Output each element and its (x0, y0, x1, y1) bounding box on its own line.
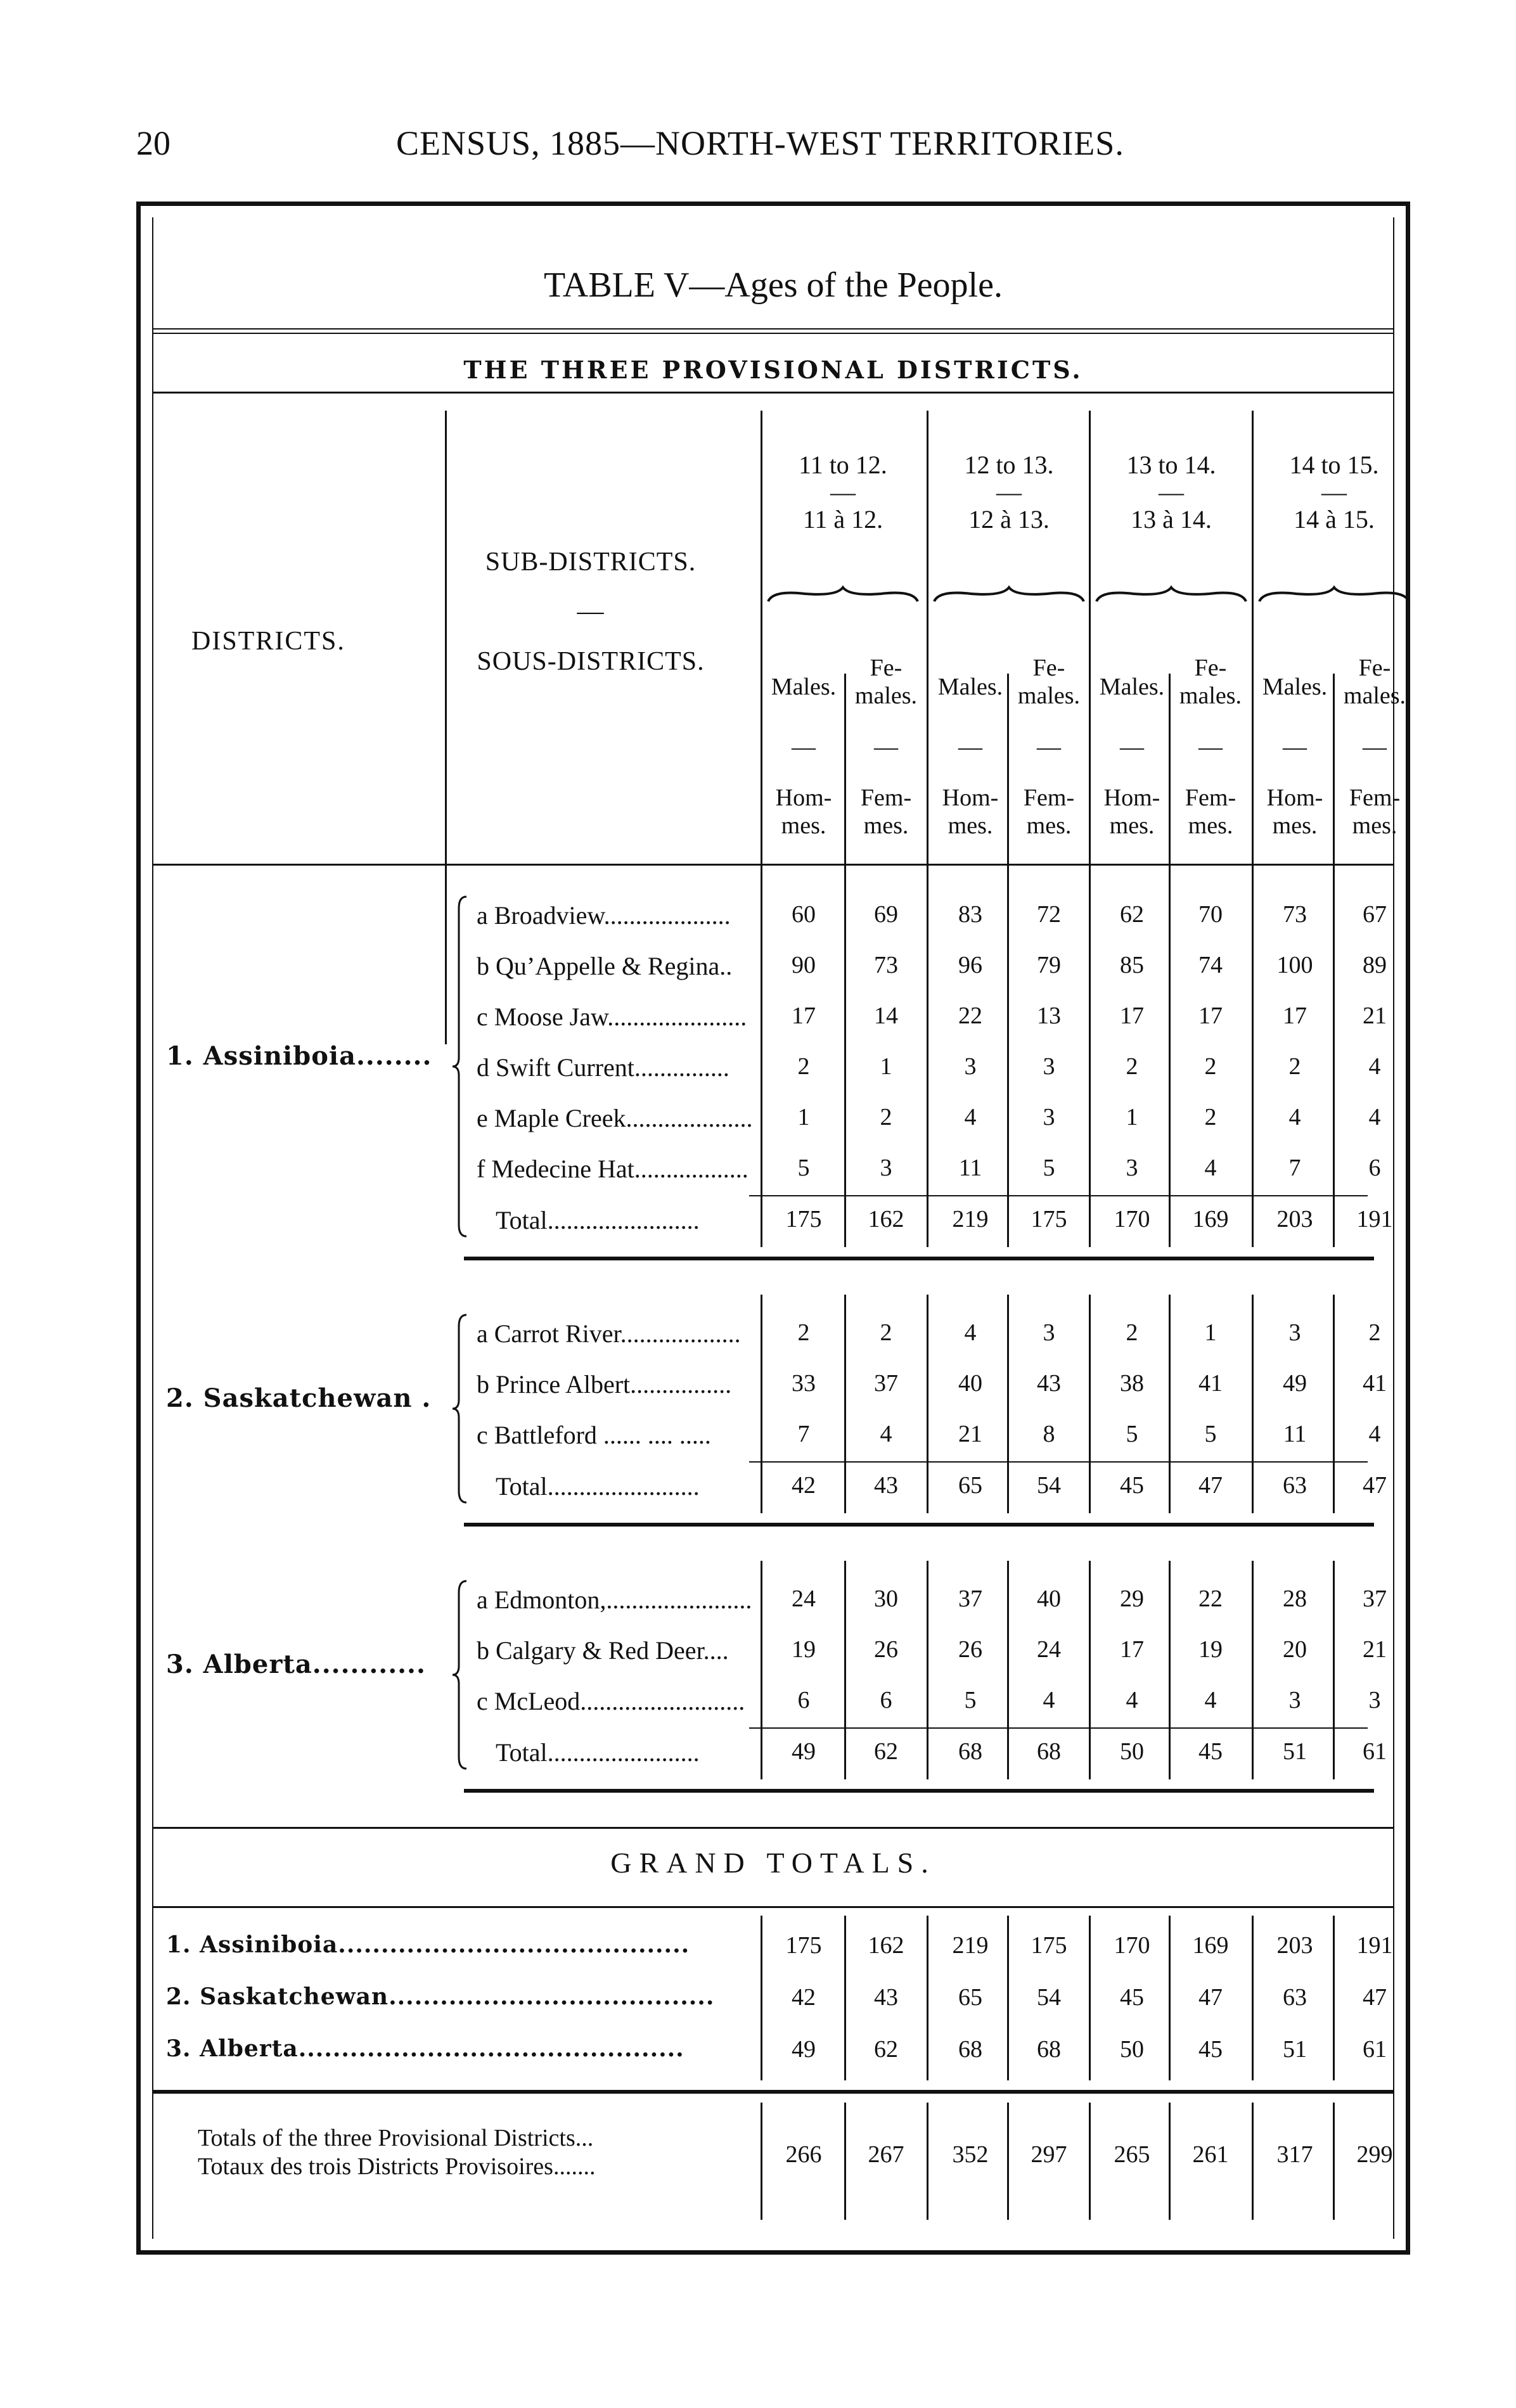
grand-value: 219 (952, 1932, 989, 1959)
body-col-rule (1007, 1561, 1009, 1779)
cell-value: 3 (1288, 1319, 1301, 1346)
cell-value: 4 (1368, 1104, 1381, 1130)
cell-value: 19 (1198, 1636, 1223, 1663)
cell-value: 5 (1126, 1421, 1138, 1447)
grand-value: 169 (1192, 1932, 1229, 1959)
body-col-rule (1333, 876, 1335, 1247)
cell-value: 22 (1198, 1585, 1223, 1612)
subtitle-rule (153, 392, 1393, 394)
cell-value: 1 (1126, 1104, 1138, 1130)
group-brace (767, 585, 919, 604)
mf-dash: — (1283, 734, 1307, 760)
cell-value: 79 (1037, 952, 1061, 978)
group-brace (1258, 585, 1410, 604)
cell-value: 5 (797, 1155, 810, 1181)
cell-value: 40 (1037, 1585, 1061, 1612)
age-range-fr: 12 à 13. (968, 505, 1050, 534)
body-col-rule (1089, 1561, 1091, 1779)
grand-top-rule (153, 1827, 1393, 1829)
table-subtitle: THE THREE PROVISIONAL DISTRICTS. (463, 355, 1083, 384)
cell-value: 5 (964, 1687, 977, 1713)
final-col-rule (1169, 2103, 1171, 2220)
cell-value: 1 (1204, 1319, 1217, 1346)
cell-value: 4 (1368, 1053, 1381, 1080)
cell-value: 100 (1276, 952, 1313, 978)
cell-value: 26 (958, 1636, 982, 1663)
femmes-header: Fem- mes. (1023, 785, 1075, 839)
cell-value: 3 (880, 1155, 892, 1181)
grand-row-label: 1. Assiniboia......................................... (166, 1931, 690, 1958)
cell-value: 33 (792, 1370, 816, 1397)
total-value: 45 (1120, 1472, 1144, 1499)
body-col-rule (927, 876, 928, 1247)
females-header: Fe- males. (854, 655, 918, 709)
total-rule (749, 1461, 1368, 1463)
grand-value: 162 (868, 1932, 904, 1959)
total-value: 65 (958, 1472, 982, 1499)
district-name: 2. Saskatchewan . (166, 1383, 432, 1413)
cell-value: 30 (874, 1585, 898, 1612)
cell-value: 40 (958, 1370, 982, 1397)
subdistrict-label: d Swift Current............... (477, 1053, 729, 1082)
final-value: 267 (868, 2141, 904, 2168)
cell-value: 4 (1126, 1687, 1138, 1713)
cell-value: 28 (1283, 1585, 1307, 1612)
final-col-rule (1007, 2103, 1009, 2220)
title-rule (153, 328, 1393, 334)
cell-value: 72 (1037, 901, 1061, 928)
table-body (152, 217, 1406, 2239)
cell-value: 7 (1288, 1155, 1301, 1181)
cell-value: 3 (1288, 1687, 1301, 1713)
cell-value: 6 (1368, 1155, 1381, 1181)
grand-col-rule (761, 1916, 762, 2080)
body-col-rule (1333, 1295, 1335, 1513)
grand-value: 62 (874, 2036, 898, 2063)
body-col-rule (927, 1295, 928, 1513)
total-value: 191 (1356, 1206, 1393, 1233)
age-range-fr: 14 à 15. (1294, 505, 1375, 534)
cell-value: 11 (1283, 1421, 1307, 1447)
body-col-rule (844, 1295, 846, 1513)
cell-value: 69 (874, 901, 898, 928)
total-value: 219 (952, 1206, 989, 1233)
final-value: 261 (1192, 2141, 1229, 2168)
subdistrict-label: a Edmonton,....................... (477, 1585, 752, 1614)
cell-value: 67 (1363, 901, 1387, 928)
total-value: 47 (1198, 1472, 1223, 1499)
cell-value: 4 (1368, 1421, 1381, 1447)
cell-value: 4 (1204, 1687, 1217, 1713)
grand-row-label: 3. Alberta............................................. (166, 2035, 684, 2062)
grand-value: 45 (1198, 2036, 1223, 2063)
cell-value: 7 (797, 1421, 810, 1447)
total-value: 50 (1120, 1738, 1144, 1765)
cell-value: 26 (874, 1636, 898, 1663)
grand-value: 63 (1283, 1984, 1307, 2011)
grand-value: 203 (1276, 1932, 1313, 1959)
females-header: Fe- males. (1017, 655, 1081, 709)
cell-value: 13 (1037, 1002, 1061, 1029)
grand-end-rule (153, 2090, 1393, 2094)
cell-value: 20 (1283, 1636, 1307, 1663)
cell-value: 41 (1363, 1370, 1387, 1397)
cell-value: 37 (958, 1585, 982, 1612)
grand-value: 61 (1363, 2036, 1387, 2063)
cell-value: 29 (1120, 1585, 1144, 1612)
final-col-rule (844, 2103, 846, 2220)
subdistricts-header-dash: — (577, 597, 605, 627)
total-value: 175 (785, 1206, 822, 1233)
body-col-rule (1007, 1295, 1009, 1513)
final-value: 299 (1356, 2141, 1393, 2168)
subdistrict-label: e Maple Creek.................... (477, 1104, 753, 1132)
cell-value: 4 (880, 1421, 892, 1447)
age-range-en: 14 to 15. (1289, 451, 1379, 479)
header-bottom-rule (153, 864, 1393, 866)
grand-value: 45 (1120, 1984, 1144, 2011)
final-label-fr: Totaux des trois Districts Provisoires....... (198, 2153, 596, 2180)
grand-title-rule (153, 1906, 1393, 1908)
mf-dash: — (1198, 734, 1223, 760)
cell-value: 74 (1198, 952, 1223, 978)
cell-value: 19 (792, 1636, 816, 1663)
age-range-dash: — (1159, 478, 1184, 506)
cell-value: 5 (1204, 1421, 1217, 1447)
grand-value: 50 (1120, 2036, 1144, 2063)
grand-col-rule (1089, 1916, 1091, 2080)
age-range-header (764, 445, 922, 539)
subdistrict-label: b Qu’Appelle & Regina.. (477, 952, 733, 980)
total-value: 49 (792, 1738, 816, 1765)
hommes-header: Hom- mes. (775, 785, 832, 839)
body-col-rule (844, 876, 846, 1247)
cell-value: 6 (797, 1687, 810, 1713)
total-value: 47 (1363, 1472, 1387, 1499)
cell-value: 2 (797, 1053, 810, 1080)
body-col-rule (1169, 876, 1171, 1247)
header-col-rule (445, 411, 447, 1044)
total-value: 43 (874, 1472, 898, 1499)
subdistrict-label: b Calgary & Red Deer.... (477, 1636, 729, 1665)
males-header: Males. (1099, 674, 1165, 700)
body-col-rule (1252, 1295, 1254, 1513)
cell-value: 2 (1288, 1053, 1301, 1080)
total-value: 61 (1363, 1738, 1387, 1765)
cell-value: 2 (1126, 1053, 1138, 1080)
cell-value: 1 (797, 1104, 810, 1130)
cell-value: 2 (1126, 1319, 1138, 1346)
group-brace (1095, 585, 1247, 604)
cell-value: 43 (1037, 1370, 1061, 1397)
cell-value: 62 (1120, 901, 1144, 928)
body-col-rule (1169, 1295, 1171, 1513)
femmes-header: Fem- mes. (1349, 785, 1401, 839)
mf-dash: — (1120, 734, 1144, 760)
body-col-rule (761, 1561, 762, 1779)
grand-value: 68 (958, 2036, 982, 2063)
districts-header: DISTRICTS. (191, 627, 345, 656)
total-value: 175 (1031, 1206, 1067, 1233)
cell-value: 2 (797, 1319, 810, 1346)
final-col-rule (761, 2103, 762, 2220)
final-col-rule (1089, 2103, 1091, 2220)
body-col-rule (761, 1295, 762, 1513)
final-value: 352 (952, 2141, 989, 2168)
grand-totals-title: GRAND TOTALS. (610, 1847, 936, 1879)
cell-value: 21 (1363, 1636, 1387, 1663)
cell-value: 96 (958, 952, 982, 978)
district-brace (451, 1580, 470, 1770)
cell-value: 4 (1043, 1687, 1055, 1713)
cell-value: 37 (874, 1370, 898, 1397)
cell-value: 70 (1198, 901, 1223, 928)
grand-value: 54 (1037, 1984, 1061, 2011)
cell-value: 1 (880, 1053, 892, 1080)
final-col-rule (1252, 2103, 1254, 2220)
table-frame (136, 202, 1410, 2255)
cell-value: 83 (958, 901, 982, 928)
district-name: 1. Assiniboia........ (166, 1041, 432, 1071)
cell-value: 49 (1283, 1370, 1307, 1397)
mf-dash: — (874, 734, 898, 760)
age-range-dash: — (830, 478, 856, 506)
subdistricts-header-en: SUB-DISTRICTS. (485, 548, 697, 577)
cell-value: 3 (1043, 1104, 1055, 1130)
grand-value: 170 (1114, 1932, 1150, 1959)
total-value: 170 (1114, 1206, 1150, 1233)
cell-value: 73 (874, 952, 898, 978)
hommes-header: Hom- mes. (942, 785, 999, 839)
cell-value: 4 (964, 1319, 977, 1346)
grand-value: 175 (1031, 1932, 1067, 1959)
subdistrict-label: c Moose Jaw...................... (477, 1002, 747, 1031)
cell-value: 2 (1204, 1104, 1217, 1130)
total-rule (749, 1195, 1368, 1196)
body-col-rule (1089, 1295, 1091, 1513)
cell-value: 2 (1204, 1053, 1217, 1080)
subdistrict-label: b Prince Albert................ (477, 1370, 732, 1399)
subdistrict-label: a Broadview.................... (477, 901, 731, 930)
age-range-dash: — (996, 478, 1022, 506)
cell-value: 21 (1363, 1002, 1387, 1029)
grand-value: 191 (1356, 1932, 1393, 1959)
cell-value: 2 (1368, 1319, 1381, 1346)
table-title: TABLE V—Ages of the People. (544, 266, 1003, 305)
total-value: 68 (958, 1738, 982, 1765)
cell-value: 24 (1037, 1636, 1061, 1663)
body-col-rule (927, 1561, 928, 1779)
cell-value: 4 (964, 1104, 977, 1130)
district-brace (451, 1314, 470, 1504)
total-value: 42 (792, 1472, 816, 1499)
total-label: Total........................ (496, 1472, 700, 1501)
final-value: 266 (785, 2141, 822, 2168)
total-value: 169 (1192, 1206, 1229, 1233)
cell-value: 60 (792, 901, 816, 928)
age-range-en: 12 to 13. (964, 451, 1054, 479)
grand-row-label: 2. Saskatchewan...................................... (166, 1983, 715, 2010)
grand-value: 175 (785, 1932, 822, 1959)
total-rule (749, 1727, 1368, 1729)
cell-value: 22 (958, 1002, 982, 1029)
body-col-rule (844, 1561, 846, 1779)
subdistricts-header-fr: SOUS-DISTRICTS. (477, 646, 705, 676)
body-col-rule (1007, 876, 1009, 1247)
body-col-rule (1333, 1561, 1335, 1779)
cell-value: 17 (1198, 1002, 1223, 1029)
cell-value: 3 (1043, 1319, 1055, 1346)
grand-col-rule (1333, 1916, 1335, 2080)
total-label: Total........................ (496, 1206, 700, 1234)
total-value: 51 (1283, 1738, 1307, 1765)
age-range-en: 11 to 12. (799, 451, 887, 479)
cell-value: 6 (880, 1687, 892, 1713)
cell-value: 3 (1368, 1687, 1381, 1713)
cell-value: 8 (1043, 1421, 1055, 1447)
cell-value: 3 (964, 1053, 977, 1080)
cell-value: 3 (1043, 1053, 1055, 1080)
final-col-rule (927, 2103, 928, 2220)
cell-value: 17 (792, 1002, 816, 1029)
males-header: Males. (771, 674, 837, 700)
grand-col-rule (1007, 1916, 1009, 2080)
grand-col-rule (1169, 1916, 1171, 2080)
final-value: 297 (1031, 2141, 1067, 2168)
mf-dash: — (1037, 734, 1061, 760)
cell-value: 4 (1204, 1155, 1217, 1181)
final-value: 317 (1276, 2141, 1313, 2168)
grand-value: 65 (958, 1984, 982, 2011)
grand-value: 49 (792, 2036, 816, 2063)
age-range-dash: — (1321, 478, 1347, 506)
body-col-rule (1089, 876, 1091, 1247)
grand-value: 47 (1363, 1984, 1387, 2011)
group-brace (933, 585, 1085, 604)
body-col-rule (1169, 1561, 1171, 1779)
subdistrict-label: f Medecine Hat.................. (477, 1155, 748, 1183)
total-value: 54 (1037, 1472, 1061, 1499)
cell-value: 2 (880, 1104, 892, 1130)
block-end-rule (464, 1789, 1374, 1793)
age-range-header (930, 445, 1088, 539)
cell-value: 11 (958, 1155, 982, 1181)
grand-value: 68 (1037, 2036, 1061, 2063)
age-range-en: 13 to 14. (1126, 451, 1216, 479)
final-label-en: Totals of the three Provisional Districts... (198, 2125, 594, 2151)
mf-dash: — (958, 734, 982, 760)
body-col-rule (1252, 1561, 1254, 1779)
grand-value: 42 (792, 1984, 816, 2011)
page-number: 20 (136, 124, 170, 162)
hommes-header: Hom- mes. (1103, 785, 1160, 839)
subdistricts-header (458, 547, 724, 677)
grand-value: 43 (874, 1984, 898, 2011)
cell-value: 4 (1288, 1104, 1301, 1130)
body-col-rule (1252, 876, 1254, 1247)
cell-value: 85 (1120, 952, 1144, 978)
subdistrict-label: a Carrot River................... (477, 1319, 741, 1348)
cell-value: 5 (1043, 1155, 1055, 1181)
total-value: 62 (874, 1738, 898, 1765)
total-label: Total........................ (496, 1738, 700, 1767)
cell-value: 14 (874, 1002, 898, 1029)
cell-value: 41 (1198, 1370, 1223, 1397)
final-col-rule (1333, 2103, 1335, 2220)
running-title: CENSUS, 1885—NORTH-WEST TERRITORIES. (396, 124, 1124, 162)
grand-col-rule (844, 1916, 846, 2080)
cell-value: 73 (1283, 901, 1307, 928)
cell-value: 17 (1120, 1636, 1144, 1663)
district-brace (451, 895, 470, 1238)
page-header (136, 124, 1410, 174)
grand-col-rule (927, 1916, 928, 2080)
females-header: Fe- males. (1179, 655, 1242, 709)
cell-value: 38 (1120, 1370, 1144, 1397)
grand-value: 51 (1283, 2036, 1307, 2063)
final-value: 265 (1114, 2141, 1150, 2168)
hommes-header: Hom- mes. (1266, 785, 1323, 839)
body-col-rule (761, 876, 762, 1247)
femmes-header: Fem- mes. (860, 785, 912, 839)
total-value: 162 (868, 1206, 904, 1233)
femmes-header: Fem- mes. (1185, 785, 1237, 839)
block-end-rule (464, 1523, 1374, 1527)
total-value: 203 (1276, 1206, 1313, 1233)
cell-value: 2 (880, 1319, 892, 1346)
grand-col-rule (1252, 1916, 1254, 2080)
mf-dash: — (792, 734, 816, 760)
cell-value: 21 (958, 1421, 982, 1447)
subdistrict-label: c McLeod.......................... (477, 1687, 745, 1715)
age-range-fr: 11 à 12. (802, 505, 883, 534)
district-name: 3. Alberta............ (166, 1649, 426, 1679)
age-range-header (1255, 445, 1413, 539)
cell-value: 89 (1363, 952, 1387, 978)
grand-value: 47 (1198, 1984, 1223, 2011)
males-header: Males. (937, 674, 1003, 700)
total-value: 68 (1037, 1738, 1061, 1765)
age-range-header (1092, 445, 1250, 539)
subdistrict-label: c Battleford ...... .... ..... (477, 1421, 711, 1449)
cell-value: 24 (792, 1585, 816, 1612)
cell-value: 3 (1126, 1155, 1138, 1181)
cell-value: 37 (1363, 1585, 1387, 1612)
cell-value: 90 (792, 952, 816, 978)
block-end-rule (464, 1257, 1374, 1260)
age-range-fr: 13 à 14. (1131, 505, 1212, 534)
cell-value: 17 (1283, 1002, 1307, 1029)
males-header: Males. (1262, 674, 1328, 700)
total-value: 63 (1283, 1472, 1307, 1499)
mf-dash: — (1363, 734, 1387, 760)
total-value: 45 (1198, 1738, 1223, 1765)
females-header: Fe- males. (1343, 655, 1406, 709)
cell-value: 17 (1120, 1002, 1144, 1029)
